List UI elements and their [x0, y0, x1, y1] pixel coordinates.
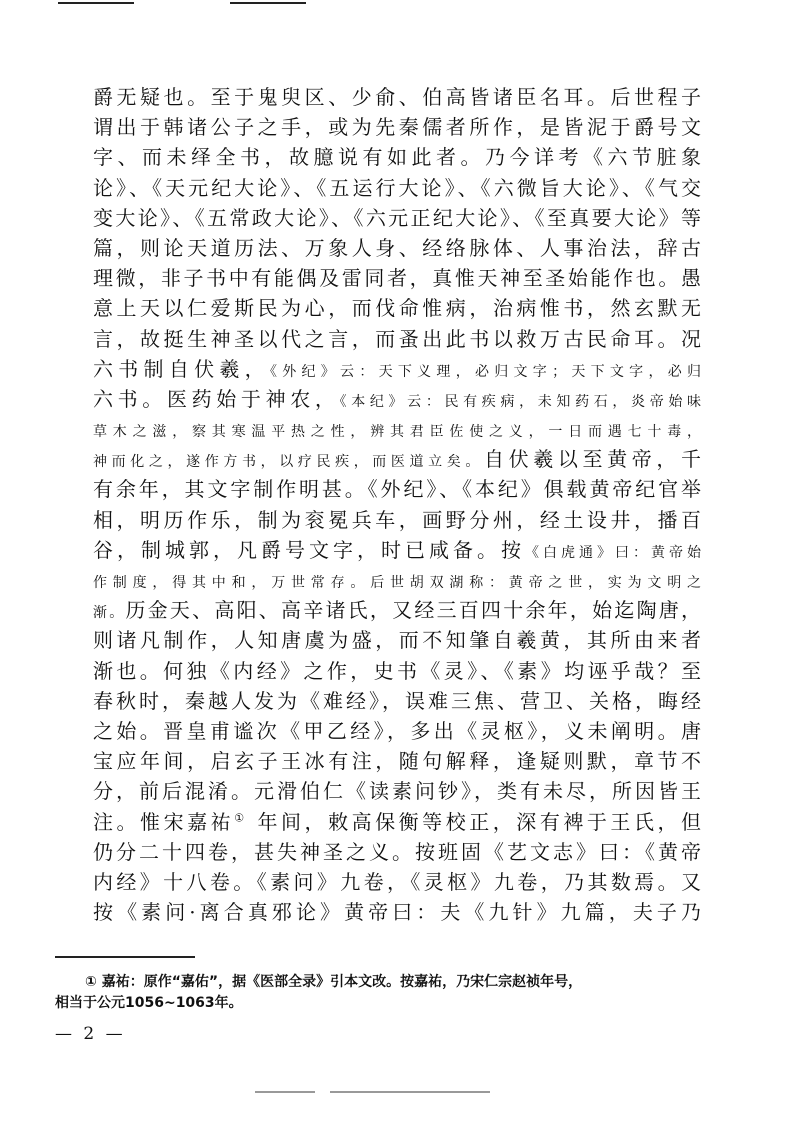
text-segment: 变大论》、《五常政大论》、《六元正纪大论》、《至真要大论》等 — [93, 205, 701, 230]
scan-noise — [255, 1091, 315, 1093]
top-rule-right — [230, 2, 306, 4]
text-segment: 理微，非子书中有能偶及雷同者，真惟天神至圣始能作也。愚 — [93, 266, 701, 291]
text-segment: 春秋时，秦越人发为《难经》，误难三焦、营卫、关格，晦经 — [93, 688, 701, 713]
text-line — [93, 324, 701, 354]
text-segment: 字、而未绎全书，故臆说有如此者。乃今详考《六节脏象 — [93, 145, 701, 170]
text-line — [93, 173, 701, 203]
annotation-text: 作制度，得其中和，万世常存。后世胡双湖称：黄帝之世，实为文明之 — [93, 575, 701, 591]
text-line — [93, 595, 701, 625]
text-line — [93, 142, 701, 172]
text-segment: 仍分二十四卷，甚失神圣之义。按班固《艺文志》曰：《黄帝 — [93, 839, 701, 864]
text-line — [93, 716, 701, 746]
text-line — [93, 293, 701, 323]
text-line — [93, 625, 701, 655]
text-line — [93, 535, 701, 565]
text-segment: 谓出于韩诸公子之手，或为先秦儒者所作，是皆泥于爵号文 — [93, 115, 701, 140]
footnote-rule — [55, 956, 195, 958]
text-segment: 有余年，其文字制作明甚。《外纪》、《本纪》俱载黄帝纪官举 — [93, 477, 701, 502]
text-segment: 意上天以仁爱斯民为心，而伐命惟病，治病惟书，然玄默无 — [93, 296, 701, 321]
text-line — [93, 505, 701, 535]
text-line — [93, 746, 701, 776]
text-line — [93, 686, 701, 716]
page-number: — 2 — — [55, 1024, 126, 1044]
text-segment: 则诸凡制作，人知唐虞为盛，而不知肇自羲黄，其所由来者 — [93, 628, 701, 653]
text-line — [93, 867, 701, 897]
text-segment: 相，明历作乐，制为衮冕兵车，画野分州，经土设井，播百 — [93, 507, 701, 532]
text-segment: 按《素问·离合真邪论》黄帝曰：夫《九针》九篇，夫子乃 — [93, 900, 701, 925]
text-segment: 六书。医药始于神农， — [93, 386, 340, 411]
text-line — [93, 414, 701, 444]
text-line — [93, 203, 701, 233]
text-segment: 注。惟宋嘉祐 — [93, 809, 235, 834]
text-segment: 内经》十八卷。《素问》九卷，《灵枢》九卷，乃其数焉。又 — [93, 869, 701, 894]
text-segment: 谷，制城郭，凡爵号文字，时已咸备。按 — [93, 537, 525, 562]
text-segment: 六书制自伏羲， — [93, 356, 270, 381]
text-segment: 历金天、高阳、高辛诸氏，又经三百四十余年，始迄陶唐， — [125, 598, 702, 623]
footnote-line: 相当于公元1056~1063年。 — [55, 995, 243, 1011]
text-line — [93, 776, 701, 806]
annotation-text: 草木之滋，察其寒温平热之性，辨其君臣佐使之义，一日而遇七十毒， — [93, 424, 701, 441]
text-line — [93, 656, 701, 686]
text-segment: 自伏羲以至黄帝，千 — [484, 447, 702, 472]
annotation-text: 《外纪》云：天下义理，必归文字；天下文字，必归 — [269, 363, 702, 380]
text-line — [93, 354, 701, 384]
annotation-text: 渐。 — [93, 605, 126, 622]
text-line — [93, 112, 701, 142]
scan-noise — [330, 1091, 490, 1093]
annotation-text: 《白虎通》曰：黄帝始 — [525, 544, 701, 561]
text-line — [93, 233, 701, 263]
text-segment: 渐也。何独《内经》之作，史书《灵》、《素》均诬乎哉？至 — [93, 658, 701, 683]
text-segment: 年间，敕高保衡等校正，深有裨于王氏，但 — [247, 809, 702, 834]
top-rule-left — [58, 2, 134, 4]
text-segment: 分，前后混淆。元滑伯仁《读素问钞》，类有未尽，所因皆王 — [93, 779, 701, 804]
annotation-text: 《本纪》云：民有疾病，未知药石，炎帝始味 — [339, 393, 702, 410]
footnote-line: ① 嘉祐：原作“嘉佑”，据《医部全录》引本文改。按嘉祐，乃宋仁宗赵祯年号， — [85, 974, 583, 990]
text-line — [93, 263, 701, 293]
text-segment: 论》、《天元纪大论》、《五运行大论》、《六微旨大论》、《气交 — [93, 175, 701, 200]
text-segment: 言，故挺生神圣以代之言，而蚤出此书以救万古民命耳。况 — [93, 326, 701, 351]
footnote-marker: ① — [234, 810, 248, 824]
text-line — [93, 565, 701, 595]
text-segment: 之始。晋皇甫谧次《甲乙经》，多出《灵枢》，义未阐明。唐 — [93, 718, 701, 743]
footnote — [55, 972, 695, 1014]
text-line — [93, 474, 701, 504]
text-line — [93, 444, 701, 474]
text-segment: 篇，则论天道历法、万象人身、经络脉体、人事治法，辞古 — [93, 235, 701, 260]
body-text — [93, 82, 701, 927]
annotation-text: 神而化之，遂作方书，以疗民疾，而医道立矣。 — [93, 454, 485, 471]
text-line — [93, 897, 701, 927]
text-line — [93, 384, 701, 414]
text-line — [93, 82, 701, 112]
text-segment: 爵无疑也。至于鬼臾区、少俞、伯高皆诸臣名耳。后世程子 — [93, 85, 701, 109]
text-line — [93, 837, 701, 867]
text-segment: 宝应年间，启玄子王冰有注，随句解释，逢疑则默，章节不 — [93, 749, 701, 774]
text-line — [93, 807, 701, 837]
